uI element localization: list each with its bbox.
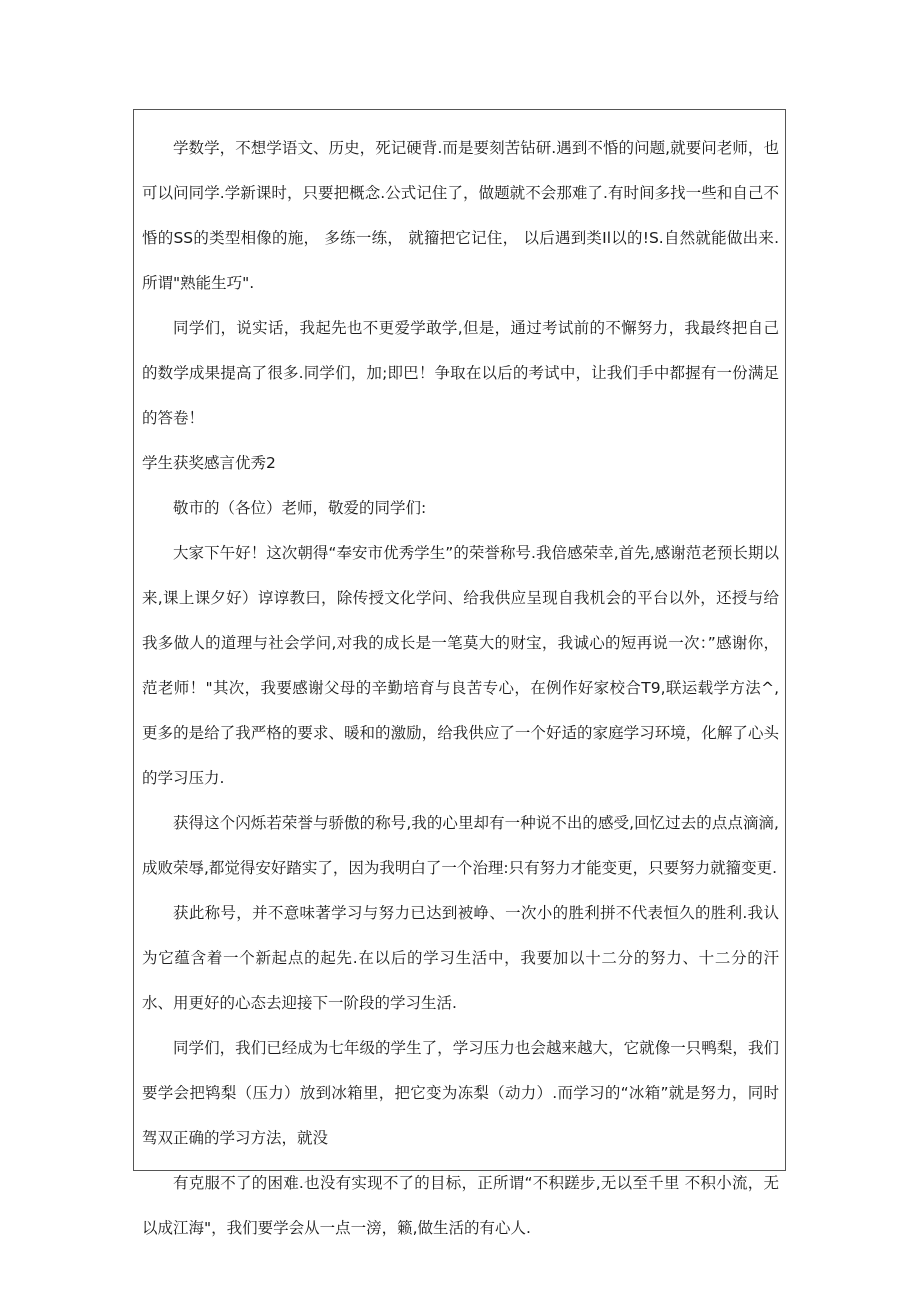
paragraph-7: 有克服不了的困难.也没有实现不了的目标，正所谓“不积蹉步,无以至千里 不积小流，无以成江海"，我们要学会从一点一滂，籁,做生活的有心人.	[142, 1174, 779, 1237]
paragraph-2: 同学们，说实话，我起先也不更爱学敢学,但是，通过考试前的不懈努力，我最终把自己的数学成果提高了很多.同学们，加;即巴！争取在以后的考试中，让我们手中都握有一份满足的答卷！	[142, 319, 779, 427]
section-heading: 学生获奖感言优秀2	[142, 454, 276, 472]
paragraph-3: 大家下午好！这次朝得“奉安市优秀学生”的荣誉称号.我倍感荣幸,首先,感谢范老预长期以来,课上课夕好）谆谆教曰，除传授文化学问、给我供应呈现自我机会的平台以外，还授与给我多做人的道理与社会学问,对我的成长是一笔莫大的财宝，我诚心的短再说一次：”感谢你， 范老师！"其次，我要感谢父母的辛勤培育与良苦专心，在例作好家校合T9,联运载学方法^,更多的是给了我严格的要求、暖和的激励，给我供应了一个好适的家庭学习环境，化解了心头的学习压力.	[142, 544, 779, 787]
paragraph-5: 获此称号，并不意味著学习与努力已达到被峥、一次小的胜利拼不代表恒久的胜利.我认为它蕴含着一个新起点的起先.在以后的学习生活中，我要加以十二分的努力、十二分的汗水、用更好的心态去迎接下一阶段的学习生活.	[142, 904, 779, 1012]
salutation: 敬市的（各位）老师，敬爱的同学们:	[173, 499, 427, 517]
paragraph-1: 学数学，不想学语文、历史，死记硬背.而是要刻苦钻研.遇到不惛的问题,就要问老师，也可以问同学.学新课时，只要把概念.公式记住了，做题就不会那难了.有时间多找一些和自己不惛的SS的类型相像的施， 多练一练， 就籀把它记住， 以后遇到类Il以的!S.自然就能做出来.所谓"熟能生巧".	[142, 139, 779, 292]
document-frame	[133, 109, 786, 1237]
paragraph-6: 同学们，我们已经成为七年级的学生了，学习压力也会越来越大，它就像一只鸭梨，我们要学会把鸨梨（压力）放到冰箱里，把它变为冻梨（动力）.而学习的“冰箱”就是努力，同时驾双正确的学习方法，就没	[142, 1039, 779, 1147]
paragraph-4: 获得这个闪烁若荣誉与骄傲的称号,我的心里却有一种说不出的感受,回忆过去的点点滴滴,成败荣辱,都觉得安好踏实了，因为我明白了一个治理:只有努力才能变更，只要努力就籀变更.	[142, 814, 779, 877]
document-body	[142, 126, 779, 1251]
